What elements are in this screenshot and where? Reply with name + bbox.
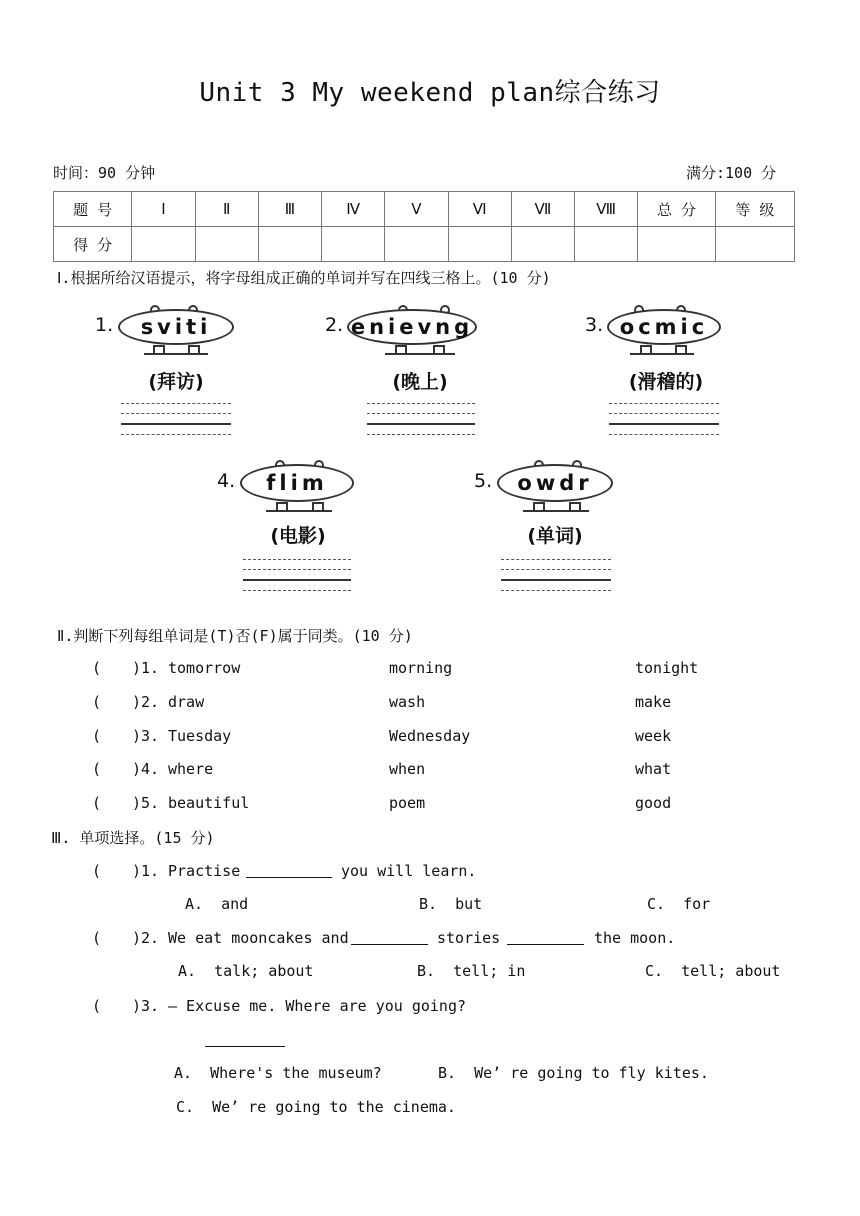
answer-paren[interactable]: (	[92, 760, 102, 778]
word-3: make	[635, 693, 672, 711]
item-number: )2.	[132, 693, 160, 711]
answer-blank[interactable]	[246, 863, 332, 878]
score-table	[53, 191, 795, 262]
word-2: morning	[389, 659, 453, 677]
section3-heading: Ⅲ. 单项选择。(15 分)	[51, 829, 215, 847]
score-cell[interactable]	[258, 227, 321, 262]
word-3: good	[635, 794, 672, 812]
writing-lines[interactable]	[243, 559, 351, 600]
question-stem: the moon.	[594, 929, 676, 947]
header-cell: Ⅰ	[132, 192, 195, 227]
puzzle-number: 5.	[474, 470, 493, 492]
full-score: 满分:100 分	[686, 164, 777, 182]
word-1: draw	[168, 693, 205, 711]
word-1: Tuesday	[168, 727, 232, 745]
question-stem: — Excuse me. Where are you going?	[168, 997, 467, 1015]
option-c[interactable]: C. We’ re going to the cinema.	[176, 1098, 456, 1116]
question-stem: you will learn.	[341, 862, 477, 880]
word-2: Wednesday	[389, 727, 471, 745]
question-stem: stories	[437, 929, 501, 947]
header-cell: Ⅴ	[385, 192, 448, 227]
word-2: poem	[389, 794, 426, 812]
answer-blank[interactable]	[205, 1032, 285, 1047]
word-1: where	[168, 760, 214, 778]
writing-lines[interactable]	[367, 403, 475, 444]
score-cell[interactable]	[715, 227, 794, 262]
score-label-cell: 得 分	[54, 227, 132, 262]
item-number: )5.	[132, 794, 160, 812]
scrambled-letters: owdr	[497, 464, 613, 502]
score-cell[interactable]	[385, 227, 448, 262]
oval-base-icon	[523, 510, 589, 512]
header-cell: Ⅱ	[195, 192, 258, 227]
question-number: )1.	[132, 862, 160, 880]
header-cell: Ⅲ	[258, 192, 321, 227]
header-cell: 题 号	[54, 192, 132, 227]
chinese-hint: (滑稽的)	[628, 371, 704, 393]
answer-paren[interactable]: (	[92, 727, 102, 745]
chinese-hint: (晚上)	[392, 371, 448, 393]
option-b[interactable]: B. but	[419, 895, 483, 913]
writing-lines[interactable]	[609, 403, 719, 444]
score-table-header-row	[54, 192, 795, 227]
answer-paren[interactable]: (	[92, 693, 102, 711]
question-number: )3.	[132, 997, 160, 1015]
oval-base-icon	[630, 353, 694, 355]
oval-base-icon	[144, 353, 208, 355]
chinese-hint: (单词)	[527, 525, 583, 547]
item-number: )4.	[132, 760, 160, 778]
answer-blank[interactable]	[351, 930, 428, 945]
option-a[interactable]: A. Where's the museum?	[174, 1064, 382, 1082]
word-1: tomorrow	[168, 659, 241, 677]
answer-paren[interactable]: (	[92, 997, 102, 1015]
chinese-hint: (电影)	[270, 525, 326, 547]
score-cell[interactable]	[638, 227, 715, 262]
option-b[interactable]: B. tell; in	[417, 962, 526, 980]
puzzle-number: 1.	[95, 314, 114, 336]
answer-paren[interactable]: (	[92, 659, 102, 677]
word-3: tonight	[635, 659, 699, 677]
oval-base-icon	[385, 353, 455, 355]
word-2: when	[389, 760, 426, 778]
scrambled-letters: flim	[240, 464, 354, 502]
word-2: wash	[389, 693, 426, 711]
question-number: )2.	[132, 929, 160, 947]
answer-paren[interactable]: (	[92, 794, 102, 812]
option-c[interactable]: C. for	[647, 895, 711, 913]
chinese-hint: (拜访)	[148, 371, 204, 393]
option-b[interactable]: B. We’ re going to fly kites.	[438, 1064, 709, 1082]
question-stem: Practise	[168, 862, 241, 880]
option-a[interactable]: A. talk; about	[178, 962, 314, 980]
scrambled-letters: sviti	[118, 309, 234, 345]
answer-blank[interactable]	[507, 930, 584, 945]
puzzle-number: 2.	[325, 314, 344, 336]
header-cell: Ⅶ	[511, 192, 574, 227]
scrambled-letters: enievng	[347, 309, 477, 345]
time-limit: 时间：90 分钟	[53, 164, 156, 182]
answer-paren[interactable]: (	[92, 862, 102, 880]
puzzle-number: 3.	[585, 314, 604, 336]
item-number: )3.	[132, 727, 160, 745]
option-c[interactable]: C. tell; about	[645, 962, 781, 980]
word-1: beautiful	[168, 794, 250, 812]
question-stem: We eat mooncakes and	[168, 929, 349, 947]
header-cell: Ⅷ	[575, 192, 638, 227]
word-3: what	[635, 760, 672, 778]
item-number: )1.	[132, 659, 160, 677]
option-a[interactable]: A. and	[185, 895, 249, 913]
score-cell[interactable]	[511, 227, 574, 262]
score-cell[interactable]	[322, 227, 385, 262]
header-cell: 等 级	[715, 192, 794, 227]
score-cell[interactable]	[448, 227, 511, 262]
header-cell: Ⅵ	[448, 192, 511, 227]
puzzle-number: 4.	[217, 470, 236, 492]
writing-lines[interactable]	[121, 403, 231, 444]
writing-lines[interactable]	[501, 559, 611, 600]
scrambled-letters: ocmic	[607, 309, 721, 345]
header-cell: 总 分	[638, 192, 715, 227]
word-3: week	[635, 727, 672, 745]
score-cell[interactable]	[575, 227, 638, 262]
section1-heading: Ⅰ.根据所给汉语提示，将字母组成正确的单词并写在四线三格上。(10 分)	[57, 269, 551, 287]
score-cell[interactable]	[132, 227, 195, 262]
answer-paren[interactable]: (	[92, 929, 102, 947]
score-cell[interactable]	[195, 227, 258, 262]
oval-base-icon	[266, 510, 332, 512]
score-table-score-row	[54, 227, 795, 262]
section2-heading: Ⅱ.判断下列每组单词是(T)否(F)属于同类。(10 分)	[57, 627, 413, 645]
header-cell: Ⅳ	[322, 192, 385, 227]
page-title: Unit 3 My weekend plan综合练习	[199, 78, 661, 108]
